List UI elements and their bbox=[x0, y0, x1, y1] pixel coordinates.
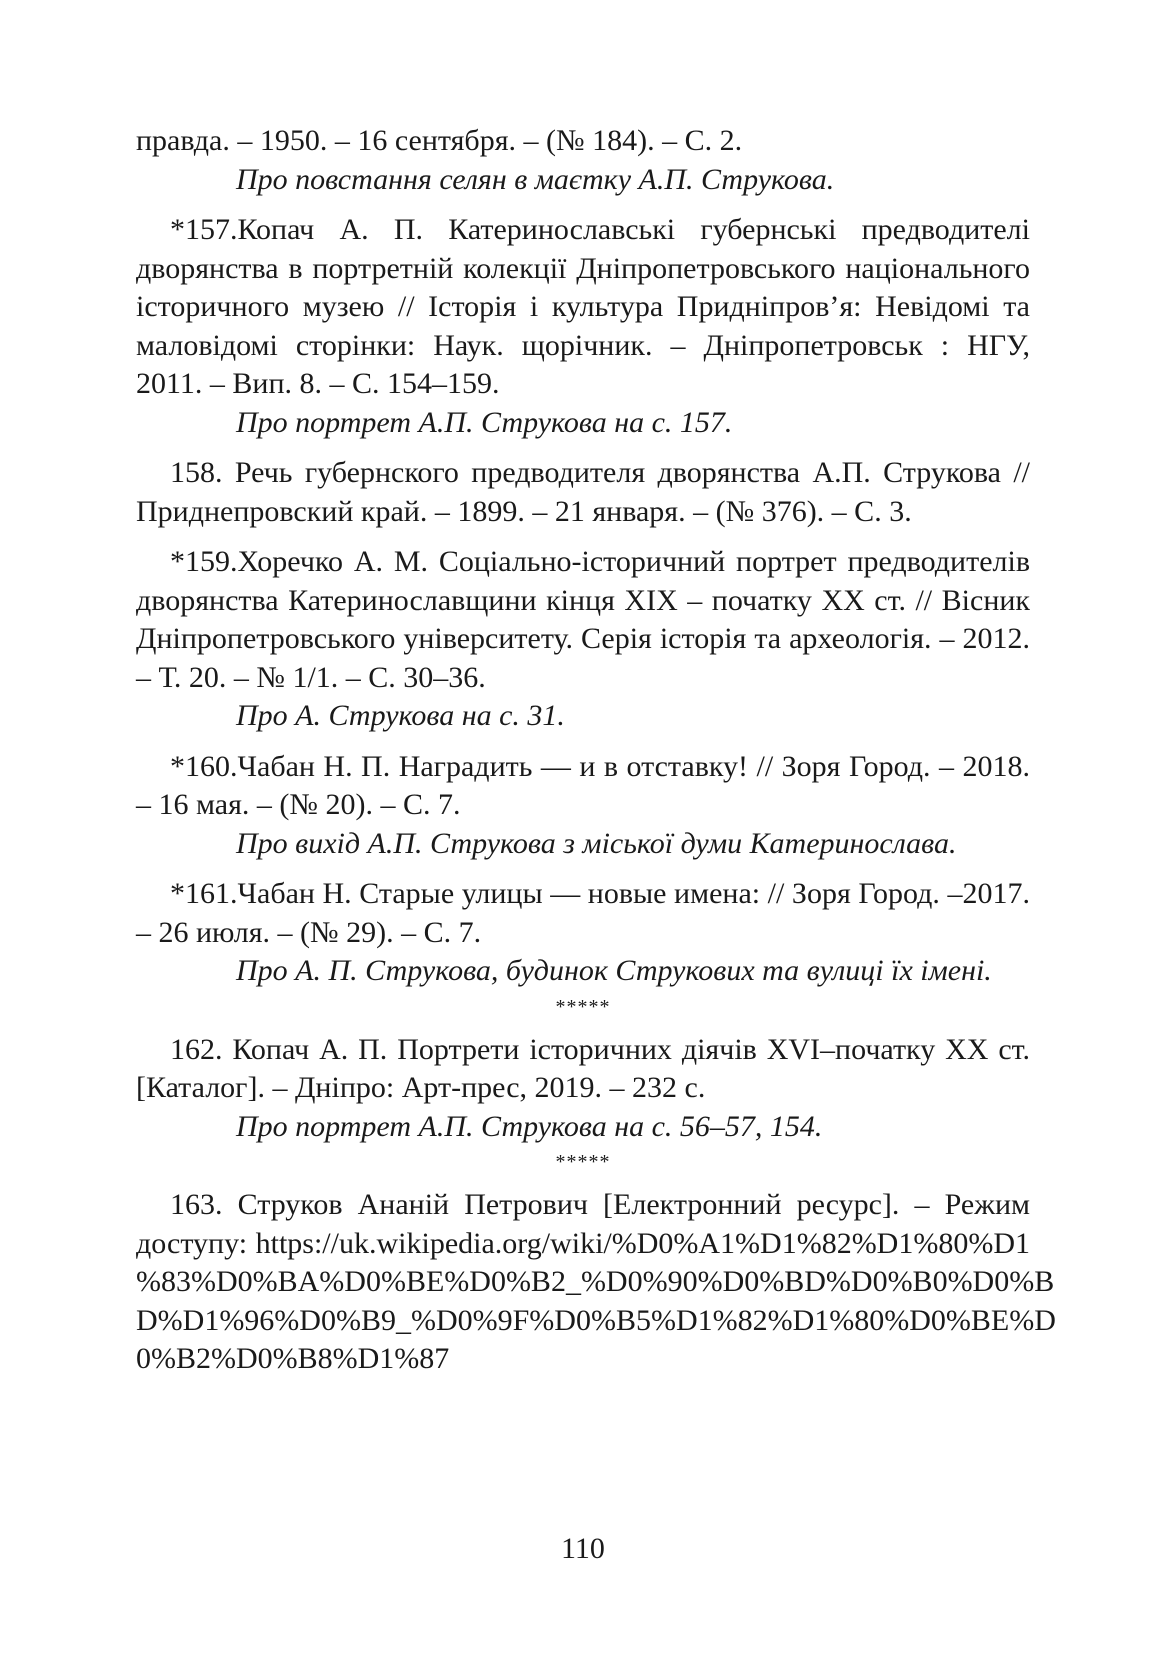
entry-text: 158. Речь губернского предводителя дворянства А.П. Струкова // Приднепровский край. – 1899. – 21 января. – (№ 376). – С. 3. bbox=[136, 456, 1030, 528]
entry-text: *157.Копач А. П. Катеринославські губернські предводителі дворянства в портретній колекції Дніпропетровського національного історичного музею // Історія і культура Придніпров’я: Невідомі та маловідомі сторінки: Наук. щорічник. – Дніпропетровськ : НГУ, 2011. – Вип. 8. – С. 154–159. bbox=[136, 213, 1030, 400]
entry-annotation: Про вихід А.П. Струкова з міської думи Катеринослава. bbox=[236, 826, 957, 860]
entry-annotation: Про А. Струкова на с. 31. bbox=[236, 699, 565, 732]
url-continuation-line[interactable]: 0%B2%D0%B8%D1%87 bbox=[136, 1342, 450, 1375]
section-separator: ***** bbox=[555, 995, 611, 1018]
entry-text: *160.Чабан Н. П. Наградить — и в отставку! // Зоря Город. – 2018. – 16 мая. – (№ 20). – С. 7. bbox=[136, 749, 1030, 821]
bibliography-entry-161 bbox=[136, 875, 1030, 991]
url-continuation-line[interactable]: %83%D0%BA%D0%BE%D0%B2_%D0%90%D0%BD%D0%B0%D0%B bbox=[136, 1265, 1055, 1298]
document-text bbox=[136, 122, 1056, 1379]
entry-annotation: Про повстання селян в маєтку А.П. Струкова. bbox=[236, 162, 835, 196]
bibliography-entry-163 bbox=[136, 1186, 1056, 1379]
section-separator: ***** bbox=[555, 1151, 611, 1173]
bibliography-entry-159 bbox=[136, 543, 1030, 736]
entry-text: *161.Чабан Н. Старые улицы — новые имена: // Зоря Город. –2017. – 26 июля. – (№ 29). – С. 7. bbox=[136, 877, 1030, 949]
page-number: 110 bbox=[561, 1532, 605, 1565]
bibliography-entry-157 bbox=[136, 211, 1030, 442]
entry-text: правда. – 1950. – 16 сентября. – (№ 184). – С. 2. bbox=[136, 124, 743, 157]
bibliography-entry bbox=[136, 122, 1030, 199]
entry-annotation: Про портрет А.П. Струкова на с. 157. bbox=[236, 405, 733, 439]
bibliography-entry-158 bbox=[136, 454, 1030, 531]
bibliography-entry-162 bbox=[136, 1031, 1030, 1147]
entry-annotation: Про портрет А.П. Струкова на с. 56–57, 154. bbox=[236, 1109, 823, 1143]
entry-annotation: Про А. П. Струкова, будинок Струкових та вулиці їх імені. bbox=[236, 954, 992, 987]
entry-text: 163. Струков Ананій Петрович [Електронний ресурс]. – Режим доступу: https://uk.wikipedia.org/wiki/%D0%A1%D1%82%D1%80%D1 bbox=[136, 1188, 1030, 1260]
entry-text: 162. Копач А. П. Портрети історичних діячів XVI–початку ХХ ст. [Каталог]. – Дніпро: Арт-прес, 2019. – 232 с. bbox=[136, 1032, 1030, 1104]
url-continuation-line[interactable]: D%D1%96%D0%B9_%D0%9F%D0%B5%D1%82%D1%80%D0%BE%D bbox=[136, 1303, 1056, 1337]
bibliography-entry-160 bbox=[136, 748, 1030, 864]
entry-text: *159.Хоречко А. М. Соціально-історичний портрет предводителів дворянства Катеринославщини кінця ХІХ – початку ХХ ст. // Вісник Дніпропетровського університету. Серія історія та археологія. – 2012. – Т. 20. – № 1/1. – С. 30–36. bbox=[136, 545, 1030, 694]
